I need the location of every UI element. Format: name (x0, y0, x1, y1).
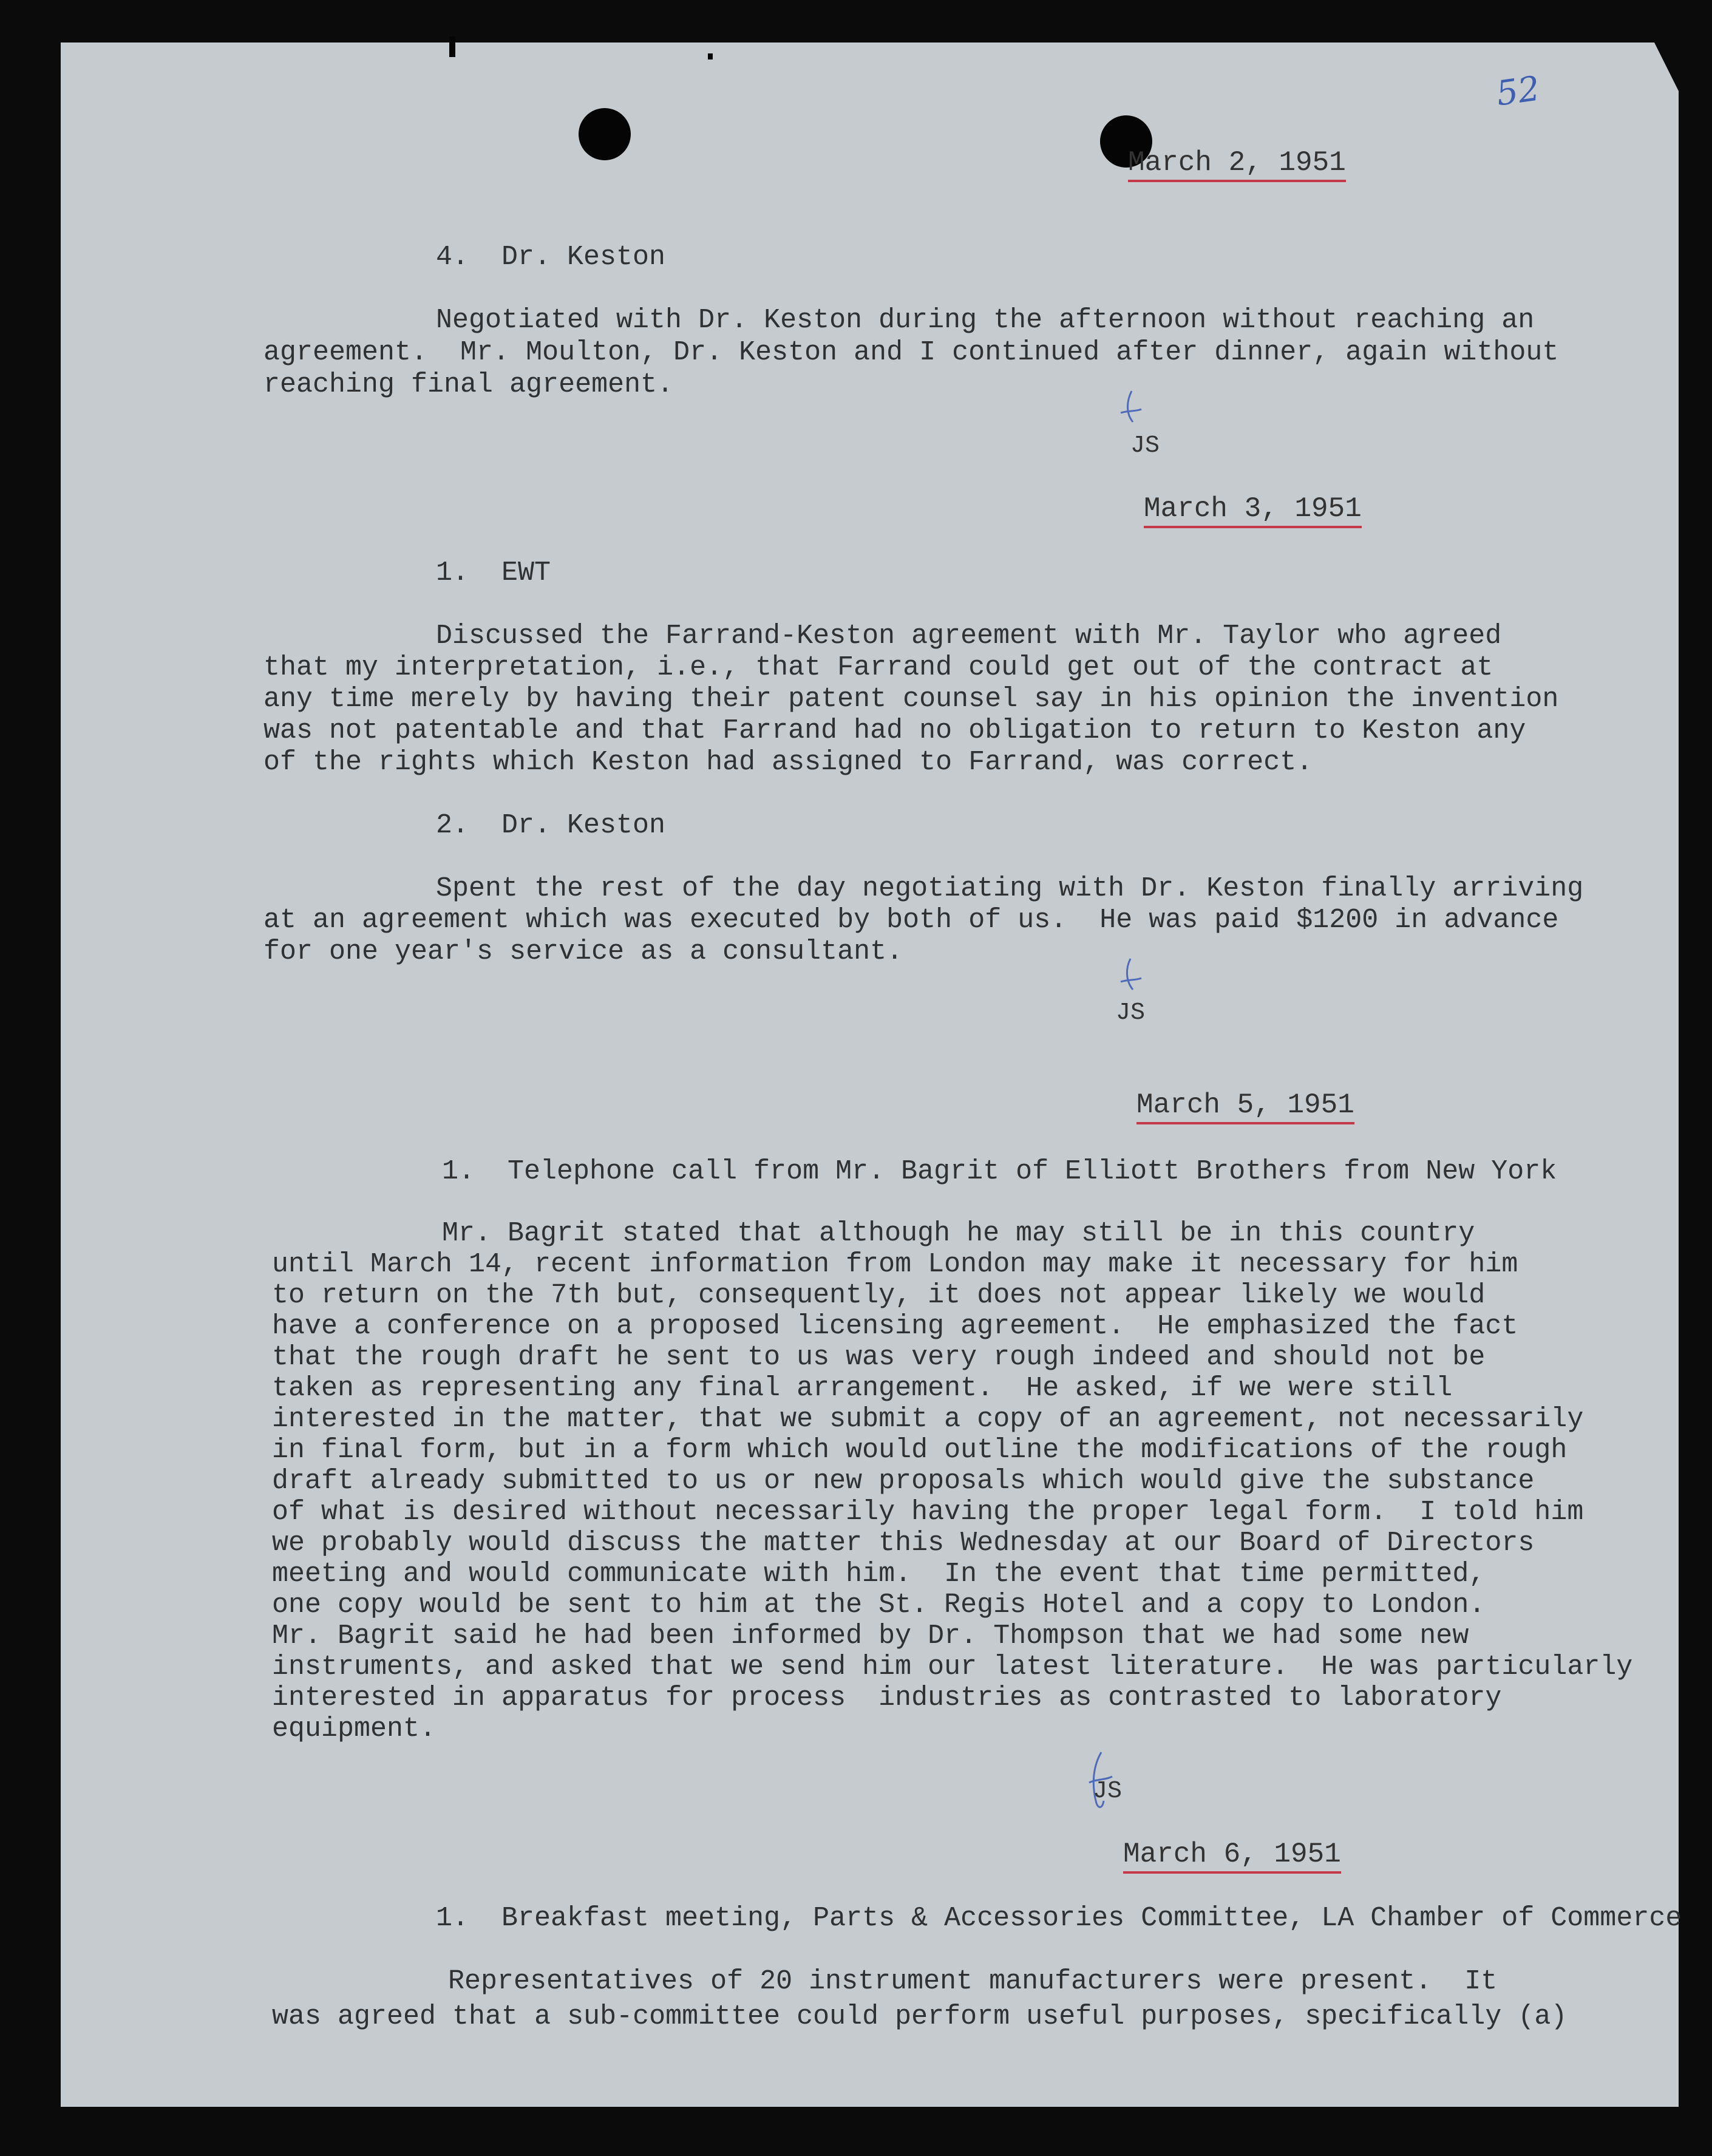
body-line: was agreed that a sub-committee could perform useful purposes, specifically (a) (272, 2001, 1568, 2032)
body-line: of what is desired without necessarily having the proper legal form. I told him (272, 1497, 1584, 1528)
body-line: we probably would discuss the matter this Wednesday at our Board of Directors (272, 1528, 1535, 1559)
item-heading: 1. EWT (436, 557, 551, 588)
body-line: have a conference on a proposed licensing agreement. He emphasized the fact (272, 1311, 1518, 1342)
entry-date: March 5, 1951 (1136, 1088, 1354, 1124)
item-heading: 1. Telephone call from Mr. Bagrit of Elliott Brothers from New York (442, 1156, 1557, 1187)
body-line: that the rough draft he sent to us was very rough indeed and should not be (272, 1342, 1486, 1373)
body-line: to return on the 7th but, consequently, it does not appear likely we would (272, 1280, 1486, 1311)
page-corner-cut (1654, 43, 1679, 91)
body-line: at an agreement which was executed by both of us. He was paid $1200 in advance (263, 905, 1559, 936)
body-line: Mr. Bagrit said he had been informed by Dr. Thompson that we had some new (272, 1620, 1469, 1651)
body-line: one copy would be sent to him at the St. Regis Hotel and a copy to London. (272, 1590, 1486, 1620)
body-line: Spent the rest of the day negotiating with Dr. Keston finally arriving (436, 873, 1584, 904)
body-line: was not patentable and that Farrand had no obligation to return to Keston any (263, 715, 1526, 746)
item-heading: 4. Dr. Keston (436, 242, 666, 273)
entry-date: March 6, 1951 (1123, 1837, 1341, 1874)
body-line: interested in apparatus for process industries as contrasted to laboratory (272, 1682, 1502, 1713)
body-line: for one year's service as a consultant. (263, 936, 903, 967)
item-heading: 1. Breakfast meeting, Parts & Accessories Committee, LA Chamber of Commerce (436, 1903, 1682, 1934)
body-line: draft already submitted to us or new proposals which would give the substance (272, 1466, 1535, 1497)
body-line: interested in the matter, that we submit a copy of an agreement, not necessarily (272, 1404, 1584, 1435)
initials: JS (1116, 999, 1146, 1027)
body-line: in final form, but in a form which would outline the modifications of the rough (272, 1435, 1568, 1466)
body-line: Negotiated with Dr. Keston during the afternoon without reaching an (436, 305, 1535, 336)
item-heading: 2. Dr. Keston (436, 810, 666, 841)
body-line: equipment. (272, 1713, 436, 1744)
body-line: until March 14, recent information from London may make it necessary for him (272, 1249, 1518, 1280)
body-line: taken as representing any final arrangement. He asked, if we were still (272, 1373, 1453, 1404)
body-line: of the rights which Keston had assigned to Farrand, was correct. (263, 747, 1313, 778)
body-line: instruments, and asked that we send him our latest literature. He was particularly (272, 1651, 1633, 1682)
body-line: any time merely by having their patent counsel say in his opinion the invention (263, 684, 1559, 715)
handwritten-page-number: 52 (1493, 69, 1543, 114)
initials: JS (1130, 432, 1160, 460)
body-line: agreement. Mr. Moulton, Dr. Keston and I continued after dinner, again without (263, 337, 1559, 368)
punch-hole-left (579, 108, 631, 160)
body-line: Mr. Bagrit stated that although he may still be in this country (442, 1218, 1475, 1249)
body-line: that my interpretation, i.e., that Farrand could get out of the contract at (263, 652, 1493, 683)
body-line: meeting and would communicate with him. In the event that time permitted, (272, 1559, 1486, 1590)
body-line: reaching final agreement. (263, 369, 674, 400)
scan-speck (708, 53, 713, 60)
entry-date: March 2, 1951 (1128, 146, 1346, 182)
entry-date: March 3, 1951 (1144, 492, 1362, 528)
scan-speck (449, 36, 455, 57)
body-line: Discussed the Farrand-Keston agreement with Mr. Taylor who agreed (436, 621, 1502, 651)
initials: JS (1093, 1778, 1123, 1805)
body-line: Representatives of 20 instrument manufacturers were present. It (448, 1966, 1498, 1997)
